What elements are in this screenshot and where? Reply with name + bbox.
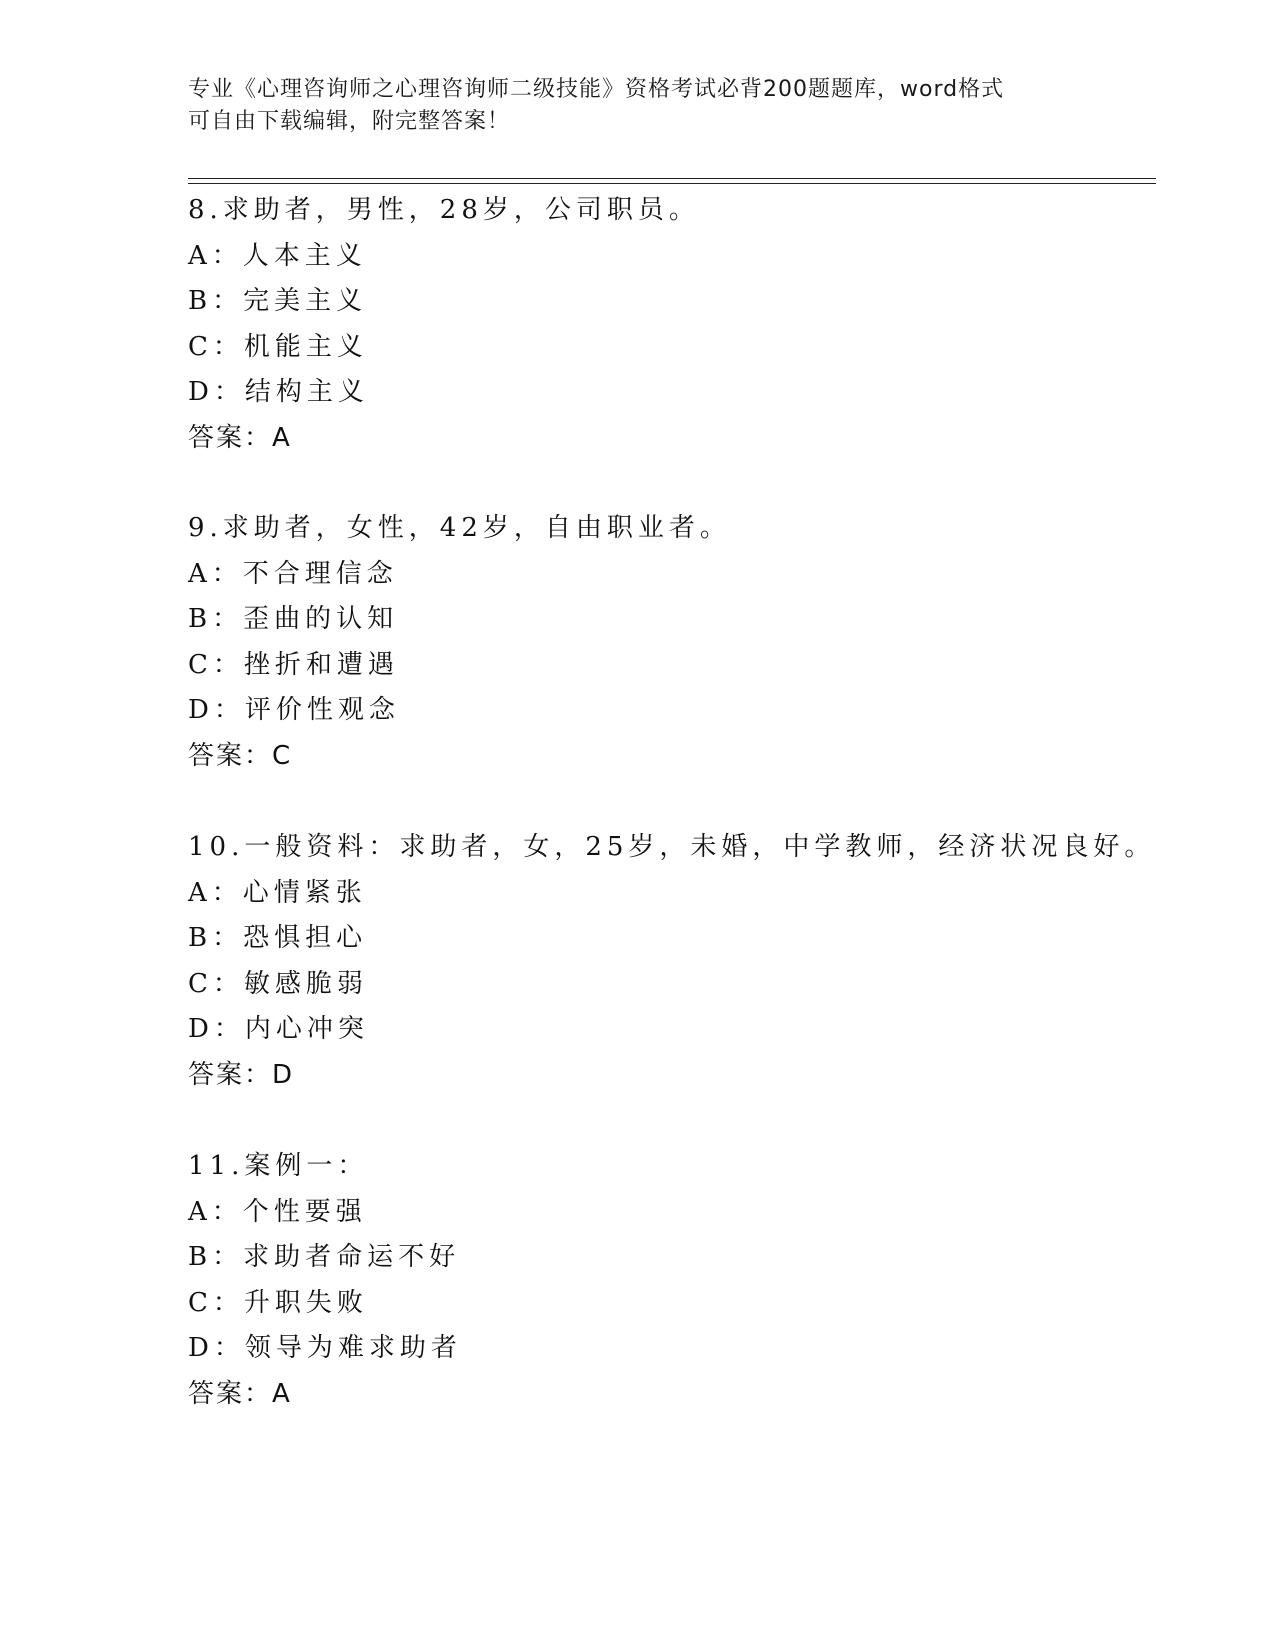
- question-10: [188, 825, 1156, 1098]
- option-d: D：领导为难求助者: [188, 1333, 462, 1363]
- option-c: C：挫折和遭遇: [188, 649, 399, 680]
- option-c: C：敏感脆弱: [188, 968, 368, 999]
- option-d: D：评价性观念: [188, 695, 400, 725]
- option-c: C：升职失败: [188, 1287, 368, 1318]
- question-stem: 11.案例一：: [188, 1151, 369, 1181]
- answer: 答案：A: [188, 1378, 292, 1409]
- answer: 答案：D: [188, 1059, 295, 1090]
- question-stem: 10.一般资料：求助者，女，25岁，未婚，中学教师，经济状况良好。: [188, 832, 1156, 862]
- header-divider-bottom: [188, 183, 1156, 184]
- option-b: B：歪曲的认知: [188, 604, 399, 634]
- option-b: B：求助者命运不好: [188, 1242, 461, 1272]
- option-d: D：内心冲突: [188, 1014, 369, 1044]
- option-d: D：结构主义: [188, 377, 369, 407]
- answer: 答案：A: [188, 422, 292, 453]
- question-11: [188, 1144, 1148, 1417]
- header-divider-top: [188, 178, 1156, 179]
- question-stem: 8.求助者，男性，28岁，公司职员。: [188, 195, 700, 225]
- document-header: [188, 74, 1088, 138]
- question-stem: 9.求助者，女性，42岁，自由职业者。: [188, 513, 731, 543]
- answer: 答案：C: [188, 740, 293, 771]
- option-a: A：人本主义: [188, 240, 367, 271]
- header-line-1: 专业《心理咨询师之心理咨询师二级技能》资格考试必背200题题库，word格式: [188, 77, 1005, 102]
- header-line-2: 可自由下载编辑，附完整答案！: [188, 109, 511, 134]
- question-9: [188, 506, 1148, 779]
- option-b: B：完美主义: [188, 286, 368, 316]
- option-c: C：机能主义: [188, 331, 368, 362]
- option-b: B：恐惧担心: [188, 923, 368, 953]
- option-a: A：不合理信念: [188, 558, 398, 589]
- option-a: A：个性要强: [188, 1196, 367, 1227]
- option-a: A：心情紧张: [188, 877, 367, 908]
- question-8: [188, 188, 1148, 461]
